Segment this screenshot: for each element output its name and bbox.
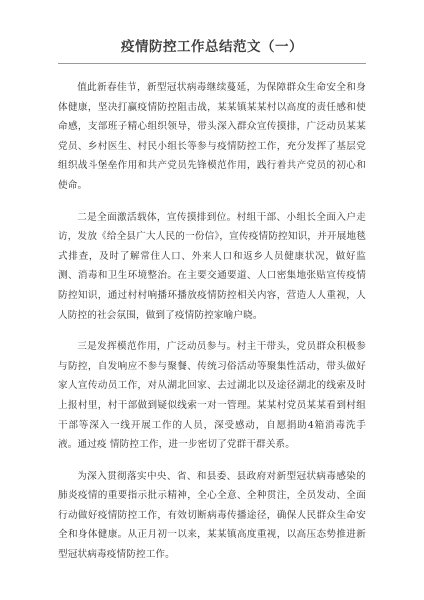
- paragraph-4: 为深入贯彻落实中央、省、和县委、县政府对新型冠状病毒感染的肺炎疫情的重要指示批示精神，全心全意、全种贯注，全员发动、全面行动做好疫情防控工作，有效切断病毒传播途径，确保人民群众生命安全和身体健康。从正月初一以来，某某镇高度重视，以高压态势推进新型冠状病毒疫情防控工作。: [58, 470, 366, 561]
- title-divider: [58, 63, 366, 64]
- paragraph-2: 二是全面激活载体，宣传摸排到位。村组干部、小组长全面入户走访，发放《给全县广大人民的一份信》，宣传疫情防控知识，并开展地毯式排查，及时了解常住人口、外来人口和返乡人员健康状况，做好监测、消毒和卫生环境整治。在主要交通要道、人口密集地张贴宣传疫情防控知识，通过村村响播环播放疫情防控相关内容，营造人人重视，人人防控的社会氛围，做到了疫情防控家喻户晓。: [58, 211, 366, 321]
- paragraph-3: 三是发挥模范作用，广泛动员参与。村主干带头，党员群众积极参与防控，自发响应不参与聚餐、传统习俗活动等聚集性活动，带头做好家人宣传动员工作，对从湖北回家、去过湖北以及途径湖北的线索及时上报村里，村干部做到疑似线索一对一管理。某某村党员某某看到村组干部等深入一线开展工作的人员，深受感动，自愿捐助4箱消毒洗手液。通过疫 情防控工作，进一步密切了党群干群关系。: [58, 341, 366, 451]
- document-title: 疫情防控工作总结范文（一）: [121, 39, 303, 55]
- paragraph-1: 值此新春佳节，新型冠状病毒继续蔓延，为保障群众生命安全和身体健康，坚决打赢疫情防控阻击战，某某镇某某村以高度的责任感和使命感，支部班子精心组织领导，带头深入群众宣传摸排，广泛动员某某党员、乡村医生、村民小组长等参与疫情防控工作，充分发挥了基层党组织战斗堡垒作用和共产党员先锋模范作用，践行着共产党员的初心和使命。: [58, 82, 366, 191]
